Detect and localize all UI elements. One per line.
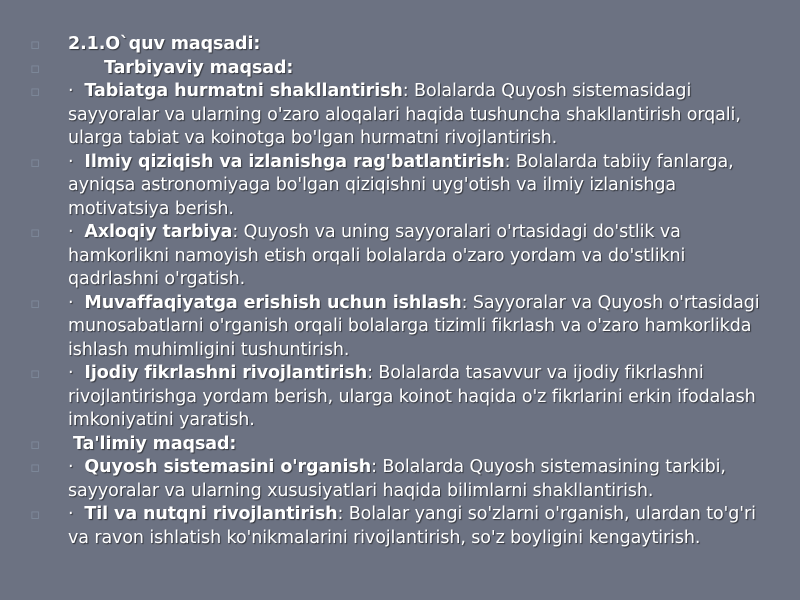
subheading-text: Tarbiyaviy maqsad: xyxy=(104,57,294,78)
item-description: : Sayyoralar va Quyosh o'rtasidagi munosabatlarni o'rganish orqali bolalarga tizimli fikrlash va o'zaro hamkorlikda ishlash muhimligini tushuntirish. xyxy=(68,292,760,360)
item-description: : Bolalar yangi so'zlarni o'rganish, ulardan to'g'ri va ravon ishlatish ko'nikmalarini rivojlantirish, so'z boyligini kengaytirish. xyxy=(68,504,756,548)
list-item xyxy=(0,80,800,151)
item-description: : Bolalarda Quyosh sistemasidagi sayyoralar va ularning o'zaro aloqalari haqida tushuncha shakllantirish orqali, ularga tabiat va koinotga bo'lgan hurmatni rivojlantirish. xyxy=(68,81,741,148)
heading-text: 2.1.O`quv maqsadi: xyxy=(68,34,261,54)
bullet-icon: ▫ xyxy=(30,458,41,476)
bullet-icon: ▫ xyxy=(30,223,41,241)
subheading-tarbiyaviy xyxy=(0,57,800,81)
subheading-text: Ta'limiy maqsad: xyxy=(73,433,237,454)
item-description: : Bolalarda tasavvur va ijodiy fikrlashni rivojlantirishga yordam berish, ularga koinot haqida o'z fikrlarini erkin ifodalash imkoniyatini yaratish. xyxy=(68,363,756,430)
bullet-icon: ▫ xyxy=(30,152,41,171)
item-marker: · xyxy=(68,363,74,383)
item-title: Til va nutqni rivojlantirish xyxy=(84,504,338,524)
item-marker: · xyxy=(68,504,74,524)
list-item xyxy=(0,503,800,550)
list-item xyxy=(0,221,800,292)
item-marker: · xyxy=(68,292,74,313)
item-title: Ilmiy qiziqish va izlanishga rag'batlantirish xyxy=(84,151,505,172)
bullet-icon: ▫ xyxy=(30,35,41,53)
item-description: : Bolalarda tabiiy fanlarga, ayniqsa astronomiyaga bo'lgan qiziqishni uyg'otish va ilmiy izlanishga motivatsiya berish. xyxy=(68,151,734,219)
list-item xyxy=(0,151,800,222)
item-title: Muvaffaqiyatga erishish uchun ishlash xyxy=(84,292,462,313)
bullet-icon: ▫ xyxy=(30,364,41,382)
item-marker: · xyxy=(68,151,74,172)
item-title: Tabiatga hurmatni shakllantirish xyxy=(84,81,403,101)
item-description: : Quyosh va uning sayyoralari o'rtasidagi do'stlik va hamkorlikni namoyish etish orqali bolalarda o'zaro yordam va do'stlikni qadrlashni o'rgatish. xyxy=(68,222,686,289)
bullet-icon: ▫ xyxy=(30,82,41,100)
item-marker: · xyxy=(68,457,74,477)
item-title: Ijodiy fikrlashni rivojlantirish xyxy=(84,363,368,383)
list-item xyxy=(0,456,800,503)
objectives-heading xyxy=(0,33,800,57)
bullet-icon: ▫ xyxy=(30,58,41,77)
slide-content xyxy=(0,33,800,550)
item-description: : Bolalarda Quyosh sistemasining tarkibi, sayyoralar va ularning xususiyatlari haqida bilimlarni shakllantirish. xyxy=(68,457,726,501)
bullet-icon: ▫ xyxy=(30,434,41,453)
list-item xyxy=(0,362,800,433)
item-title: Axloqiy tarbiya xyxy=(84,222,233,242)
list-item xyxy=(0,292,800,363)
bullet-icon: ▫ xyxy=(30,505,41,523)
subheading-talimiy xyxy=(0,433,800,457)
item-title: Quyosh sistemasini o'rganish xyxy=(84,457,372,477)
item-marker: · xyxy=(68,222,74,242)
item-marker: · xyxy=(68,81,74,101)
bullet-icon: ▫ xyxy=(30,293,41,312)
